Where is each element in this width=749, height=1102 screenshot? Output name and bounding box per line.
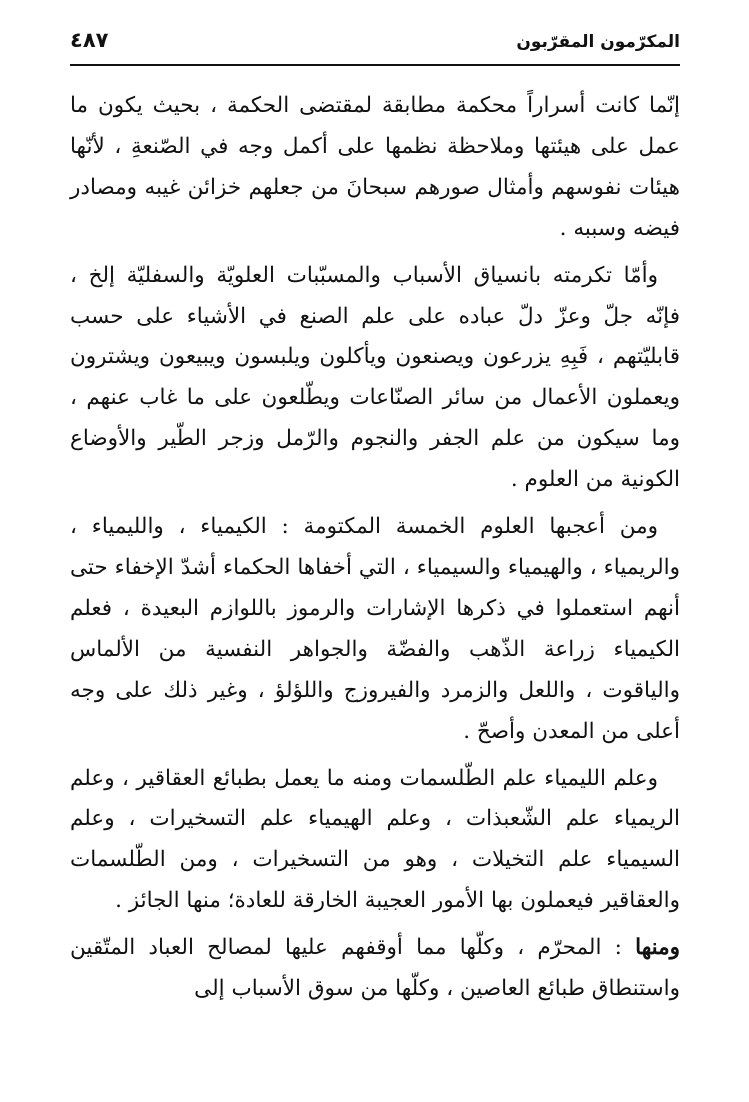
paragraph-5: [70, 928, 680, 1010]
paragraph-5-text: : المحرّم ، وكلّها مما أوقفهم عليها لمصالح العباد المتّقين واستنطاق طبائع العاصين ، وكلّها من سوق الأسباب إلى: [70, 935, 680, 1002]
page-number: ٤٨٧: [70, 28, 109, 52]
paragraph-5-lead: ومنها: [635, 935, 680, 961]
paragraph-3: ومن أعجبها العلوم الخمسة المكتومة : الكيمياء ، والليمياء ، والريمياء ، والهيمياء والسيمياء ، التي أخفاها الحكماء أشدّ الإخفاء حتى أنهم استعملوا في ذكرها الإشارات والرموز باللوازم البعيدة ، فعلم الكيمياء زراعة الذّهب والفضّة والجواهر النفسية من الألماس والياقوت ، واللعل والزمرد والفيروزج واللؤلؤ ، وغير ذلك على وجه أعلى من المعدن وأصحّ .: [70, 514, 680, 744]
body-text: [70, 86, 680, 1010]
paragraph-1: إنّما كانت أسراراً محكمة مطابقة لمقتضى الحكمة ، بحيث يكون ما عمل على هيئتها وملاحظة نظمها على أكمل وجه في الصّنعةِ ، لأنّها هيئات نفوسهم وأمثال صورهم سبحانَ من جعلهم خزائن غيبه ومصادر فيضه وسببه .: [70, 93, 680, 241]
paragraph-4: وعلم الليمياء علم الطّلسمات ومنه ما يعمل بطبائع العقاقير ، وعلم الريمياء علم الشّعبذات ، وعلم الهيمياء علم التسخيرات ، وعلم السيمياء علم التخيلات ، وهو من التسخيرات ، ومن الطّلسمات والعقاقير فيعملون بها الأمور العجيبة الخارقة للعادة؛ منها الجائز .: [70, 765, 680, 914]
running-title: المكرّمون المقرّبون: [516, 32, 680, 52]
paragraph-2: وأمّا تكرمته بانسياق الأسباب والمسبّبات العلويّة والسفليّة إلخ ، فإنّه جلّ وعزّ دلّ عباده على علم الصنع في الأشياء على حسب قابليّتهم ، فَبِهِ يزرعون ويصنعون ويأكلون ويلبسون ويبيعون ويشترون ويعملون الأعمال من سائر الصنّاعات ويطّلعون على ما غاب عنهم ، وما سيكون من علم الجفر والنجوم والرّمل وزجر الطّير والأوضاع الكونية من العلوم .: [70, 262, 680, 493]
header-rule: [70, 64, 680, 66]
page-header: [70, 28, 680, 62]
